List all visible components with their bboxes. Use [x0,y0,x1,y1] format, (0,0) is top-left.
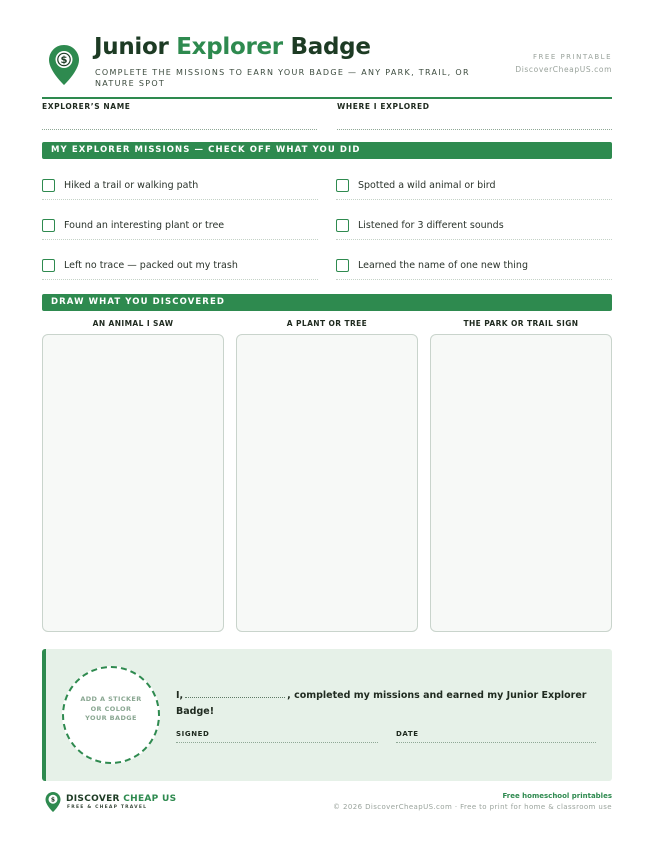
draw-box-label-plant: A PLANT OR TREE [286,319,368,328]
title-accent: Explorer [176,34,283,60]
site-url[interactable]: DiscoverCheapUS.com [515,65,612,74]
draw-box-label-sign: THE PARK OR TRAIL SIGN [463,319,579,328]
missions-heading: MY EXPLORER MISSIONS — CHECK OFF WHAT YOU DID [42,142,612,159]
svg-text:$: $ [60,55,68,67]
explorer-name-label: EXPLORER’S NAME [42,102,131,111]
draw-box-sign[interactable] [430,334,612,632]
date-field[interactable] [396,742,596,743]
date-label: DATE [396,730,419,738]
mission-item[interactable] [336,179,612,200]
mission-item[interactable] [42,179,318,200]
footer-logo-tagline: FREE & CHEAP TRAVEL [67,805,148,810]
page-title: Junior Explorer Badge [94,34,371,60]
checkbox[interactable] [42,259,55,272]
footer-tagline: Free homeschool printables [502,792,612,800]
checkbox[interactable] [336,259,349,272]
mission-label: Spotted a wild animal or bird [358,180,496,191]
signature-field[interactable] [176,742,378,743]
mission-item[interactable] [336,259,612,280]
footer-copyright: © 2026 DiscoverCheapUS.com · Free to print for home & classroom use [333,803,612,811]
header-divider [42,97,612,99]
footer-logo: DISCOVER CHEAP US [66,794,177,804]
where-explored-field[interactable] [337,129,612,130]
checkbox[interactable] [42,219,55,232]
checkbox[interactable] [42,179,55,192]
certificate-statement: I, , completed my missions and earned my Junior Explorer Badge! [176,687,596,720]
signed-label: SIGNED [176,730,210,738]
mission-item[interactable] [336,219,612,240]
sticker-instruction: ADD A STICKER OR COLOR YOUR BADGE [80,695,142,722]
mission-item[interactable] [42,219,318,240]
mission-label: Listened for 3 different sounds [358,220,504,231]
mission-label: Found an interesting plant or tree [64,220,225,231]
checkbox[interactable] [336,219,349,232]
draw-box-animal[interactable] [42,334,224,632]
where-explored-label: WHERE I EXPLORED [337,102,430,111]
mission-label: Left no trace — packed out my trash [64,260,238,271]
draw-heading: DRAW WHAT YOU DISCOVERED [42,294,612,311]
free-printable-label: FREE PRINTABLE [533,53,612,61]
page-subtitle: COMPLETE THE MISSIONS TO EARN YOUR BADGE — ANY PARK, TRAIL, OR NATURE SPOT [95,68,470,88]
checkbox[interactable] [336,179,349,192]
explorer-name-field[interactable] [42,129,317,130]
svg-text:$: $ [50,796,56,804]
draw-box-label-animal: AN ANIMAL I SAW [92,319,174,328]
mission-label: Learned the name of one new thing [358,260,528,271]
certificate-name-field[interactable] [185,687,285,698]
mission-label: Hiked a trail or walking path [64,180,199,191]
map-pin-dollar-icon [48,44,80,86]
map-pin-dollar-icon [45,791,61,813]
draw-box-plant[interactable] [236,334,418,632]
mission-item[interactable] [42,259,318,280]
